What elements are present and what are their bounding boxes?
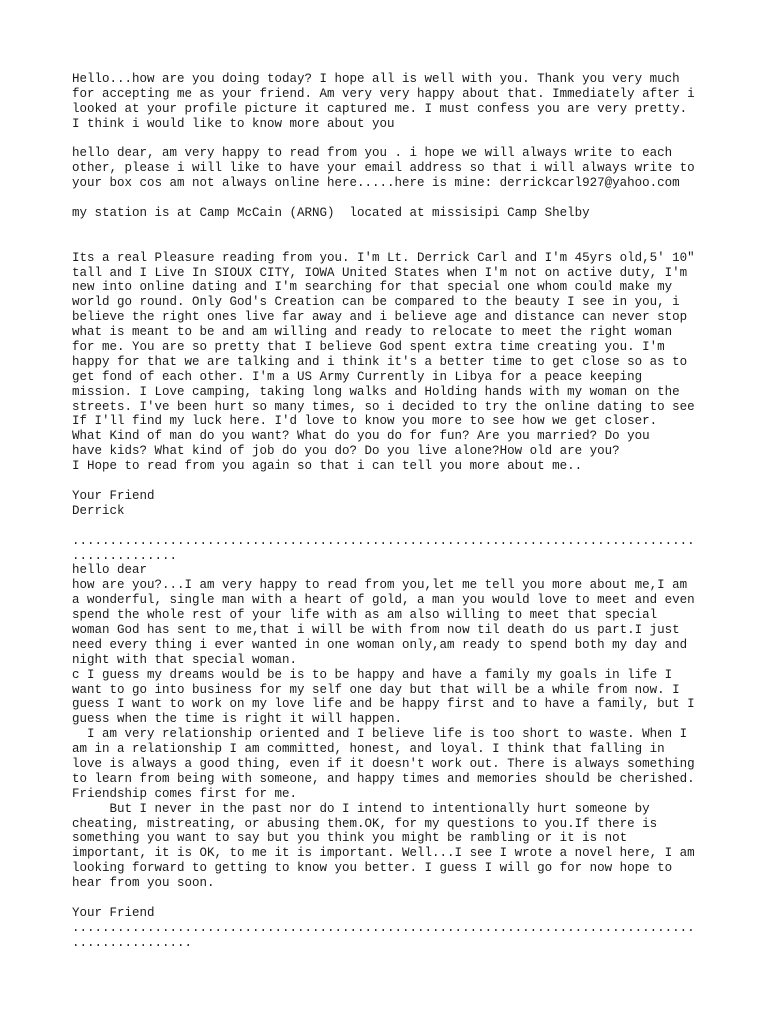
text-line: hello dear bbox=[72, 563, 148, 578]
text-line: other, please i will like to have your email address so that i will always write to bbox=[72, 161, 695, 176]
text-line: something you want to say but you think you might be rambling or it is not bbox=[72, 831, 628, 846]
text-line: hello dear, am very happy to read from you . i hope we will always write to each bbox=[72, 146, 673, 161]
text-line: looking forward to getting to know you better. I guess I will go for now hope to bbox=[72, 861, 673, 876]
text-line: cheating, mistreating, or abusing them.OK, for my questions to you.If there is bbox=[72, 816, 658, 831]
text-line bbox=[72, 132, 732, 147]
text-line: my station is at Camp McCain (ARNG) located at missisipi Camp Shelby bbox=[72, 206, 590, 221]
text-line: what is meant to be and am willing and ready to relocate to meet the right woman bbox=[72, 325, 673, 340]
text-line: looked at your profile picture it captured me. I must confess you are very pretty. bbox=[72, 101, 688, 116]
text-line: Its a real Pleasure reading from you. I'm Lt. Derrick Carl and I'm 45yrs old,5' 10" bbox=[72, 250, 695, 265]
text-line: guess when the time is right it will happen. bbox=[72, 712, 403, 727]
text-line: Derrick bbox=[72, 503, 125, 518]
text-line: I Hope to read from you again so that i can tell you more about me.. bbox=[72, 459, 583, 474]
text-line: love is always a good thing, even if it doesn't work out. There is always something bbox=[72, 756, 695, 771]
text-line: a wonderful, single man with a heart of gold, a man you would love to meet and even bbox=[72, 593, 695, 608]
text-line: What Kind of man do you want? What do you do for fun? Are you married? Do you bbox=[72, 429, 650, 444]
text-line: night with that special woman. bbox=[72, 652, 298, 667]
text-line: Hello...how are you doing today? I hope all is well with you. Thank you very much bbox=[72, 72, 680, 86]
text-line: Friendship comes first for me. bbox=[72, 786, 298, 801]
text-line: ................................................................................... bbox=[72, 920, 695, 935]
text-line: guess I want to work on my love life and be happy first and to have a family, but I bbox=[72, 697, 695, 712]
text-line: for me. You are so pretty that I believe God spent extra time creating you. I'm bbox=[72, 340, 665, 355]
text-line: mission. I Love camping, taking long walks and Holding hands with my woman on the bbox=[72, 384, 680, 399]
text-line: Your Friend bbox=[72, 488, 155, 503]
text-line: am in a relationship I am committed, honest, and loyal. I think that falling in bbox=[72, 742, 665, 757]
text-line bbox=[72, 221, 732, 236]
text-line: need every thing i ever wanted in one woman only,am ready to spend both my day and bbox=[72, 637, 688, 652]
text-line: ................ bbox=[72, 935, 193, 950]
text-line bbox=[72, 474, 732, 489]
text-line: If I'll find my luck here. I'd love to know you more to see how we get closer. bbox=[72, 414, 658, 429]
text-line: to learn from being with someone, and happy times and memories should be cherished. bbox=[72, 771, 695, 786]
text-line: tall and I Live In SIOUX CITY, IOWA United States when I'm not on active duty, I'm bbox=[72, 265, 688, 280]
text-line: c I guess my dreams would be is to be happy and have a family my goals in life I bbox=[72, 667, 673, 682]
text-line: your box cos am not always online here.....here is mine: derrickcarl927@yahoo.com bbox=[72, 176, 680, 191]
letter-text bbox=[72, 72, 732, 951]
text-line: important, it is OK, to me it is important. Well...I see I wrote a novel here, I am bbox=[72, 846, 695, 861]
text-line: I am very relationship oriented and I believe life is too short to waste. When I bbox=[72, 727, 688, 742]
text-line bbox=[72, 891, 732, 906]
text-line: get fond of each other. I'm a US Army Currently in Libya for a peace keeping bbox=[72, 369, 643, 384]
text-line: But I never in the past nor do I intend to intentionally hurt someone by bbox=[72, 801, 650, 816]
text-line bbox=[72, 519, 732, 534]
text-line: .............. bbox=[72, 548, 178, 563]
text-line: how are you?...I am very happy to read from you,let me tell you more about me,I am bbox=[72, 578, 688, 593]
text-line: spend the whole rest of your life with as am also willing to meet that special bbox=[72, 608, 658, 623]
text-line bbox=[72, 191, 732, 206]
text-line: ................................................................................... bbox=[72, 533, 695, 548]
text-line: believe the right ones live far away and i believe age and distance can never stop bbox=[72, 310, 688, 325]
text-line: for accepting me as your friend. Am very very happy about that. Immediately after i bbox=[72, 86, 695, 101]
text-line: want to go into business for my self one day but that will be a while from now. I bbox=[72, 682, 680, 697]
text-line bbox=[72, 236, 732, 251]
text-line: happy for that we are talking and i think it's a better time to get close so as to bbox=[72, 354, 688, 369]
text-line: have kids? What kind of job do you do? Do you live alone?How old are you? bbox=[72, 444, 620, 459]
text-line: Your Friend bbox=[72, 905, 155, 920]
text-line: streets. I've been hurt so many times, so i decided to try the online dating to see bbox=[72, 399, 695, 414]
text-line: world go round. Only God's Creation can be compared to the beauty I see in you, i bbox=[72, 295, 680, 310]
text-line: hear from you soon. bbox=[72, 876, 215, 891]
text-line: new into online dating and I'm searching for that special one whom could make my bbox=[72, 280, 673, 295]
text-line: woman God has sent to me,that i will be with from now til death do us part.I just bbox=[72, 622, 680, 637]
text-line: I think i would like to know more about you bbox=[72, 116, 395, 131]
